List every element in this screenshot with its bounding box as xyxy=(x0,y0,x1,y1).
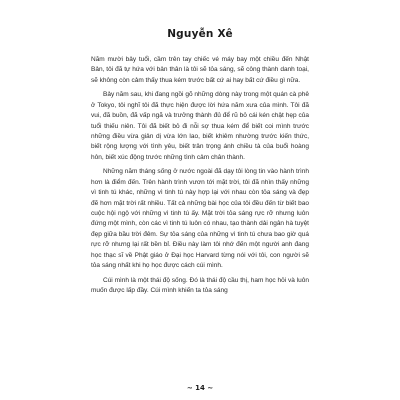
author-heading: Nguyễn Xê xyxy=(167,28,233,40)
paragraph: Năm mười bảy tuổi, cầm trên tay chiếc vé máy bay một chiều đến Nhật Bản, tôi đã tự hứa với bản thân là tôi sẽ tỏa sáng, sẽ công thành danh toại, sẽ không còn cảm thấy thua kém trước bất cứ ai hay bất cứ điều gì nữa. xyxy=(91,56,309,84)
paragraph: Những năm tháng sống ở nước ngoài đã dạy tôi lòng tin vào hành trình hơn là điểm đến. Trên hành trình vươn tới mặt trời, tôi đã nhìn thấy những vì tinh tú khác, những vì tinh tú này hợp lại với nhau còn tỏa sáng và đẹp đẽ hơn mặt trời rất nhiều. Tất cả những bài học của tôi đều đến từ biết bao cuộc hội ngộ với những vì tinh tú ấy. Mặt trời tỏa sáng rực rỡ nhưng luôn đứng một mình, còn các vì tinh tú luôn có nhau, tạo thành dải ngân hà tuyệt đẹp giữa bầu trời đêm. Sự tỏa sáng của những vì tinh tú chưa bao giờ quá rực rỡ nhưng lại rất bền bỉ. Điều này làm tôi nhớ đến một người anh đang học thạc sĩ về Phật giáo ở Đại học Harvard từng nói với tôi, con người sẽ tỏa sáng nhất khi họ học được cách cúi mình. xyxy=(91,168,309,270)
paragraph: Cúi mình là một thái độ sống. Đó là thái độ cầu thị, ham học hỏi và luôn muốn được lấp đầy. Cúi mình khiến ta tỏa sáng xyxy=(91,276,309,295)
paragraph: Bảy năm sau, khi đang ngồi gõ những dòng này trong một quán cà phê ở Tokyo, tôi nghĩ tôi đã thực hiện được lời hứa năm xưa của mình. Tôi đã vui, đã buồn, đã vấp ngã và trưởng thành đủ để rũ bỏ cái kén chật hẹp của tuổi thiếu niên. Tôi đã biết bỏ đi nỗi sợ thua kém để biết coi mình trước những điều vừa giản dị vừa lớn lao, biết khiêm nhường trước kiến thức, biết rộng lượng với tình yêu, biết trân trọng ánh chiều tà của buổi hoàng hôn, biết xúc động trước những tình cảm chân thành. xyxy=(91,91,309,161)
page-number: ~ 14 ~ xyxy=(186,384,214,392)
body-text xyxy=(91,55,309,301)
